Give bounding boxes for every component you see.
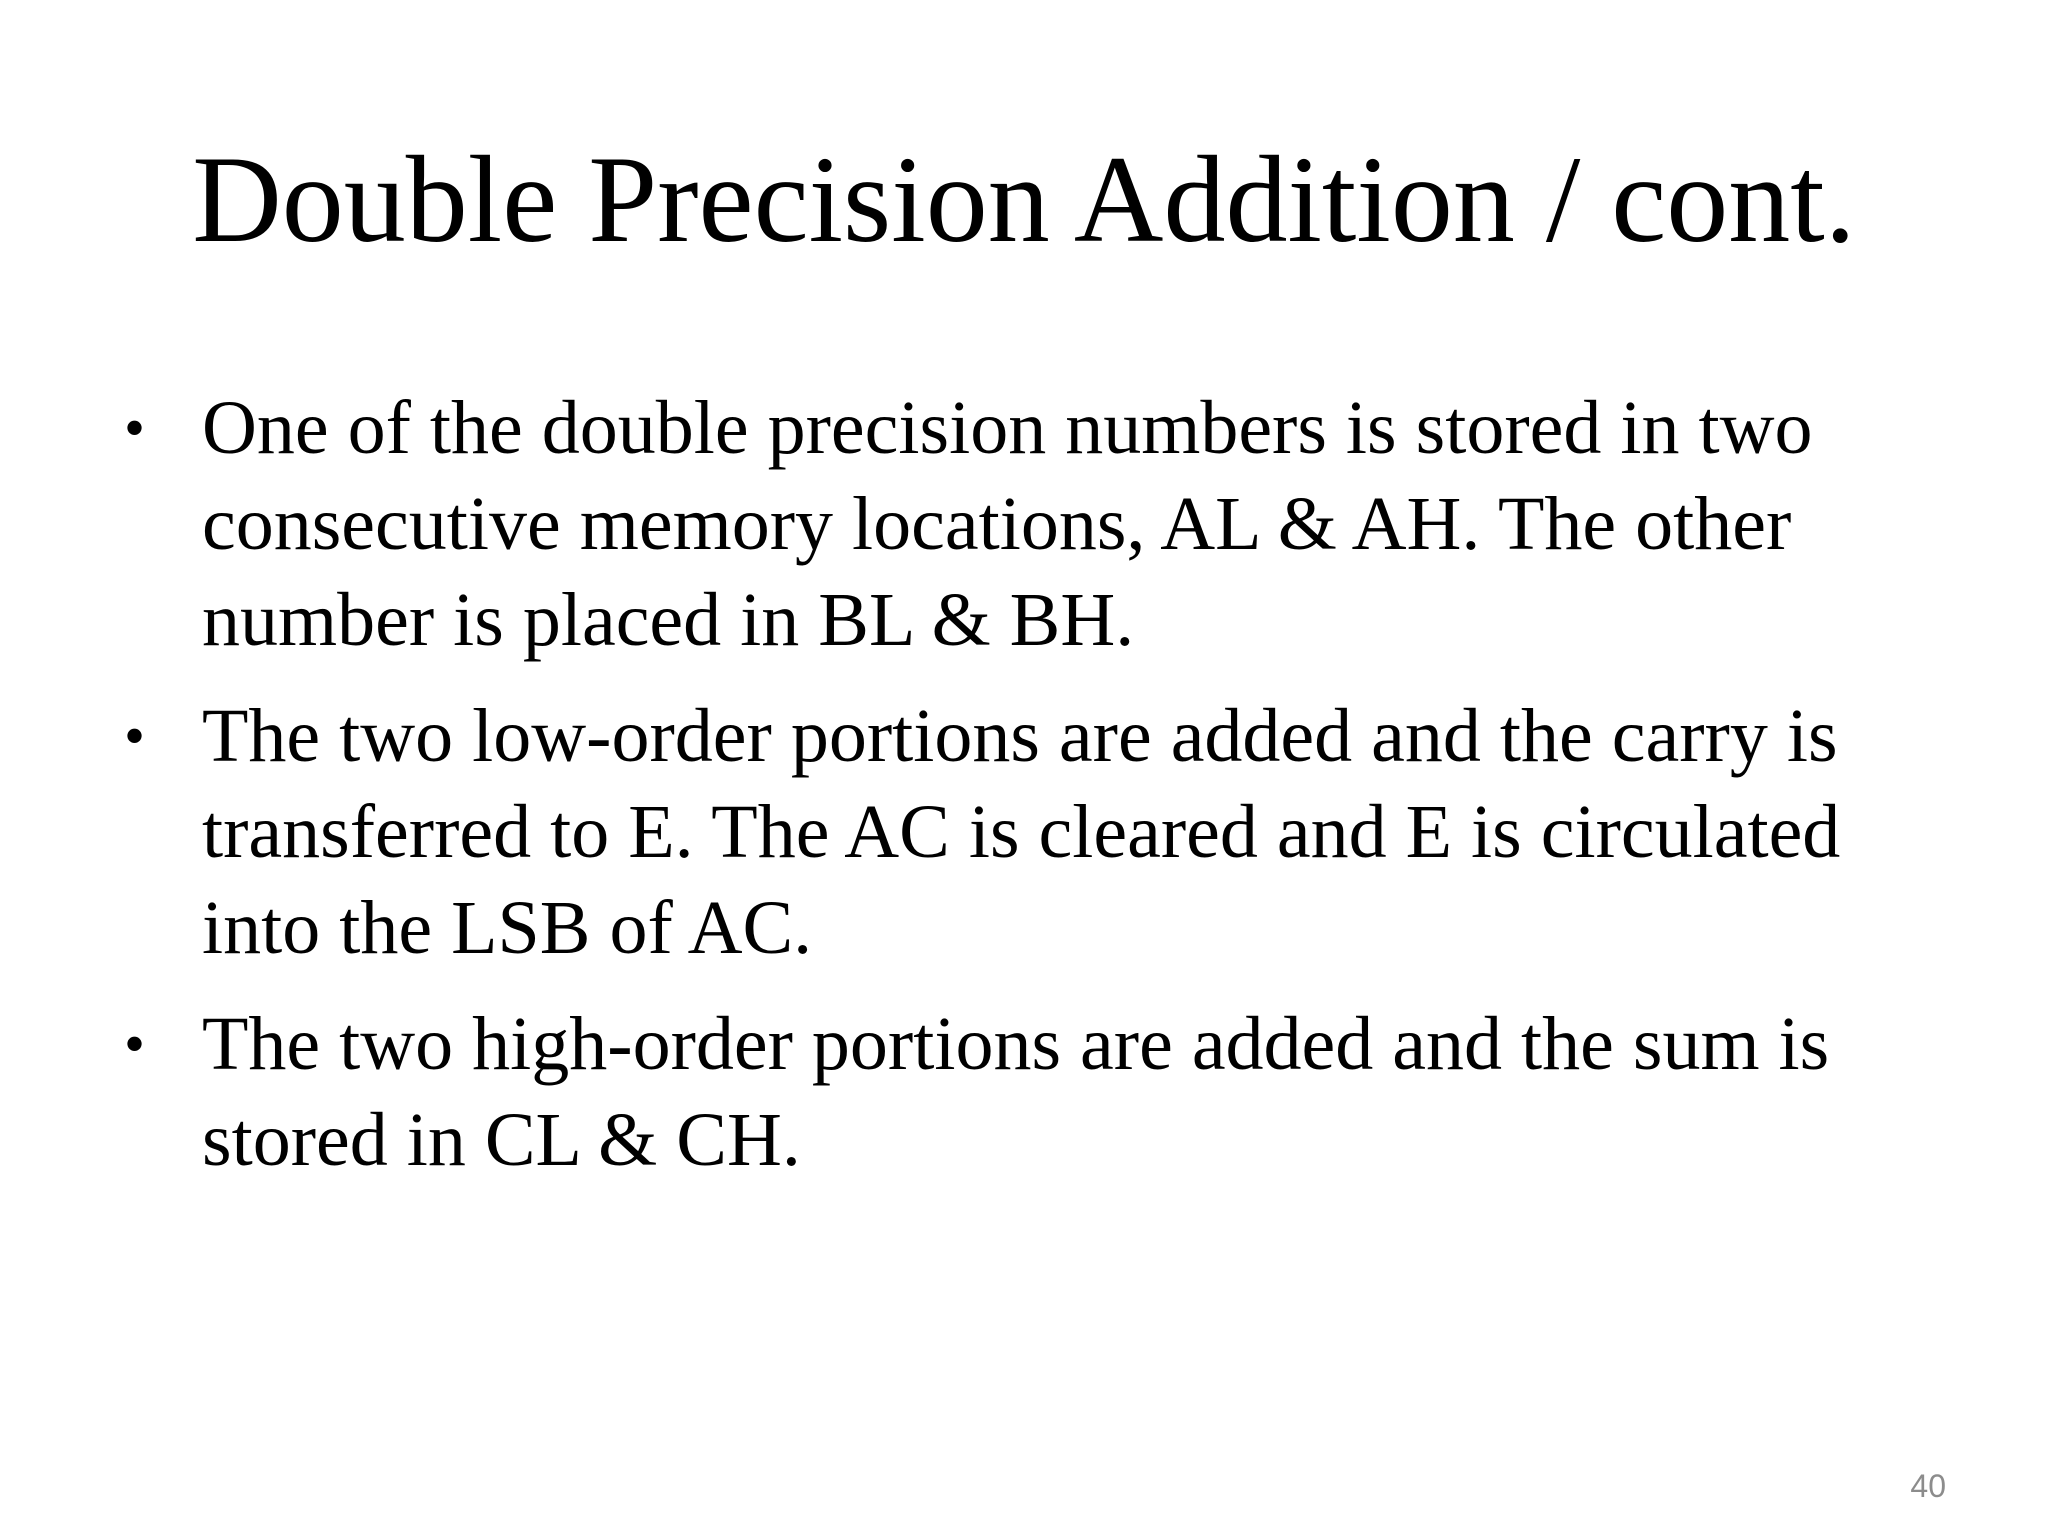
bullet-item [120,688,1960,976]
bullet-list [120,380,1960,1208]
slide-title: Double Precision Addition / cont. [192,131,1856,268]
slide-number: 40 [1910,1468,1946,1504]
bullet-text: The two high-order portions are added and the sum is stored in CL & CH. [202,1002,1830,1182]
bullet-icon: • [124,395,146,461]
bullet-text: One of the double precision numbers is stored in two consecutive memory locations, AL & AH. The other number is placed in BL & BH. [202,386,1813,662]
bullet-item [120,996,1960,1188]
bullet-icon: • [124,1011,146,1077]
bullet-item [120,380,1960,668]
bullet-icon: • [124,703,146,769]
bullet-text: The two low-order portions are added and the carry is transferred to E. The AC is cleared and E is circulated into the LSB of AC. [202,694,1841,970]
